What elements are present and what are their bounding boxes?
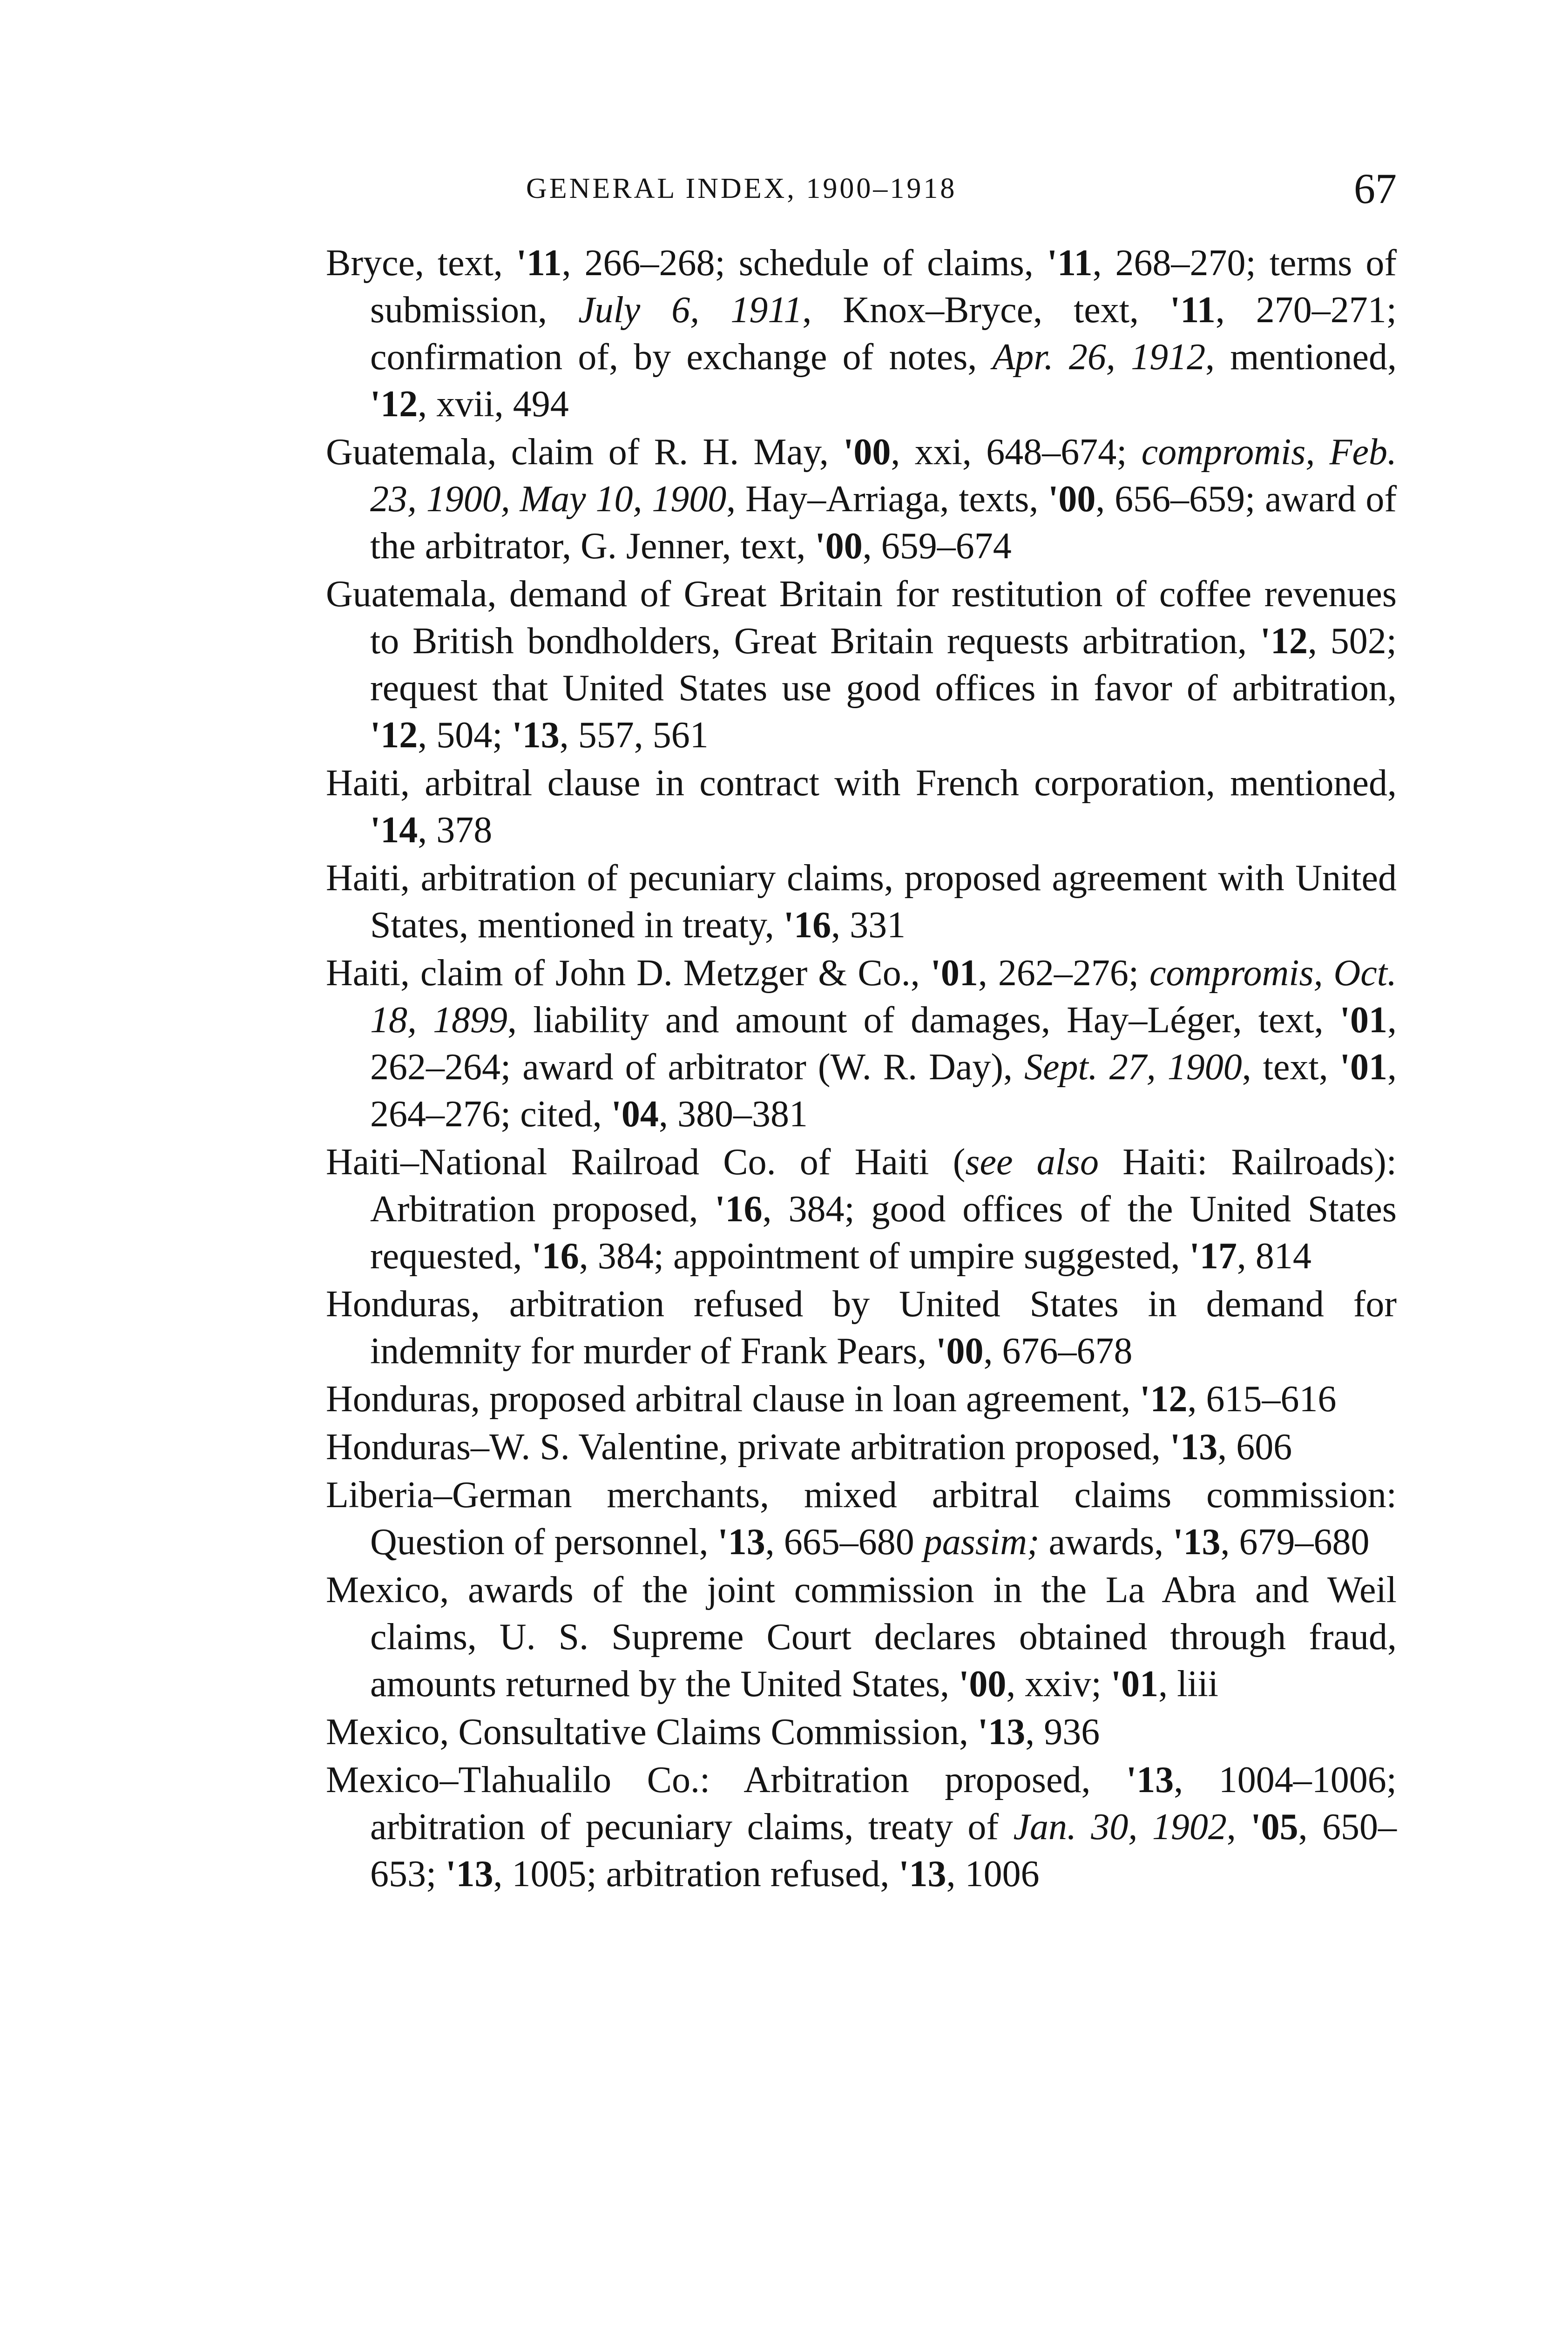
- entry-text: Haiti: Railroads): Arbitration proposed,: [370, 1142, 1397, 1230]
- entry-year: '01: [1339, 1000, 1388, 1041]
- entry-text: , 676–678: [983, 1331, 1133, 1372]
- entry-year: '00: [936, 1331, 984, 1372]
- entry-year: '04: [611, 1094, 659, 1135]
- entry-year: '11: [1047, 243, 1093, 284]
- entry-year: '13: [446, 1854, 493, 1895]
- index-entry: [326, 1139, 1397, 1280]
- entry-text: , 1006: [946, 1854, 1040, 1895]
- index-entry: [326, 1757, 1397, 1898]
- entry-text: , liability and amount of damages, Hay–Léger, text,: [507, 1000, 1340, 1041]
- entry-year: '11: [516, 243, 562, 284]
- entry-text: , liii: [1158, 1664, 1219, 1705]
- entry-text: , 384; appointment of umpire suggested,: [579, 1236, 1190, 1277]
- entry-year: '13: [1173, 1522, 1221, 1563]
- entry-text: , xxi, 648–674;: [891, 432, 1142, 473]
- entry-text: Haiti, arbitration of pecuniary claims, proposed agreement with United States, mentioned in treaty,: [326, 858, 1397, 946]
- index-entry: [326, 855, 1397, 949]
- entry-text: , 814: [1237, 1236, 1311, 1277]
- running-head: [326, 164, 1397, 220]
- entry-text: Haiti, claim of John D. Metzger & Co.,: [326, 953, 931, 994]
- entry-text: Honduras, proposed arbitral clause in loan agreement,: [326, 1379, 1140, 1420]
- entry-year: '00: [1048, 479, 1096, 520]
- entry-text: , text,: [1242, 1047, 1340, 1088]
- entry-italic-text: July 6, 1911: [578, 290, 803, 331]
- index-entry: [326, 1376, 1397, 1423]
- entry-text: , 504;: [418, 715, 512, 756]
- entry-text: , 679–680: [1220, 1522, 1370, 1563]
- index-entry: [326, 1709, 1397, 1756]
- entry-italic-text: see also: [965, 1142, 1099, 1183]
- entry-italic-text: passim;: [923, 1522, 1040, 1563]
- page-title: GENERAL INDEX, 1900–1918: [526, 173, 957, 204]
- index-entry: [326, 1424, 1397, 1471]
- entry-year: '01: [930, 953, 978, 994]
- entry-text: Guatemala, demand of Great Britain for restitution of coffee revenues to British bondholders, Great Britain requests arbitration,: [326, 574, 1397, 662]
- entry-italic-text: compromis, Oct. 18, 1899: [370, 953, 1397, 1041]
- entry-text: , 606: [1217, 1427, 1292, 1468]
- index-entry: [326, 429, 1397, 570]
- entry-text: , 264–276; cited,: [370, 1047, 1397, 1135]
- entry-text: Mexico, Consultative Claims Commission,: [326, 1712, 978, 1753]
- entry-text: Mexico, awards of the joint commission in the La Abra and Weil claims, U. S. Supreme Court declares obtained through fraud, amounts returned by the United States,: [326, 1570, 1397, 1705]
- entry-text: Honduras–W. S. Valentine, private arbitration proposed,: [326, 1427, 1170, 1468]
- entry-text: Guatemala, claim of R. H. May,: [326, 432, 844, 473]
- entry-text: , mentioned,: [1205, 337, 1397, 378]
- entry-text: ,: [1226, 1807, 1251, 1848]
- page-number: 67: [1354, 165, 1397, 212]
- entry-italic-text: compromis, Feb. 23, 1900, May 10, 1900: [370, 432, 1397, 520]
- entry-year: '16: [715, 1189, 763, 1230]
- entry-italic-text: Jan. 30, 1902: [1013, 1807, 1227, 1848]
- entry-text: , 262–264; award of arbitrator (W. R. Day),: [370, 1000, 1397, 1088]
- entry-year: '13: [978, 1712, 1026, 1753]
- entry-year: '12: [1260, 621, 1308, 662]
- entry-text: , 266–268; schedule of claims,: [561, 243, 1047, 284]
- entry-text: , 502; request that United States use good offices in favor of arbitration,: [370, 621, 1397, 709]
- entry-year: '01: [1339, 1047, 1388, 1088]
- entry-text: , 378: [418, 810, 493, 851]
- index-entry: [326, 1567, 1397, 1708]
- index-entry: [326, 950, 1397, 1138]
- entry-text: , 650–653;: [370, 1807, 1397, 1895]
- entry-text: Haiti, arbitral clause in contract with French corporation, mentioned,: [326, 763, 1397, 804]
- entry-text: , 656–659; award of the arbitrator, G. Jenner, text,: [370, 479, 1397, 567]
- entry-text: , 384; good offices of the United States requested,: [370, 1189, 1397, 1277]
- entry-year: '13: [512, 715, 560, 756]
- entry-year: '14: [370, 810, 418, 851]
- entry-year: '13: [1169, 1427, 1218, 1468]
- entry-text: , 615–616: [1187, 1379, 1337, 1420]
- entry-text: , 557, 561: [559, 715, 709, 756]
- entry-year: '16: [531, 1236, 579, 1277]
- entry-text: Liberia–German merchants, mixed arbitral claims commission: Question of personnel,: [326, 1475, 1397, 1563]
- entry-text: Haiti–National Railroad Co. of Haiti (: [326, 1142, 966, 1183]
- index-entry: [326, 760, 1397, 854]
- index-entry: [326, 571, 1397, 759]
- entry-text: , 380–381: [658, 1094, 808, 1135]
- entry-text: , xvii, 494: [418, 384, 569, 425]
- entry-year: '17: [1189, 1236, 1237, 1277]
- entry-text: Mexico–Tlahualilo Co.: Arbitration proposed,: [326, 1760, 1127, 1800]
- entry-year: '12: [370, 384, 418, 425]
- entry-text: , 262–276;: [978, 953, 1149, 994]
- entry-text: , 268–270; terms of submission,: [370, 243, 1397, 331]
- entry-text: , 270–271; confirmation of, by exchange of notes,: [370, 290, 1397, 378]
- entry-text: , 665–680: [765, 1522, 924, 1563]
- entry-text: , 659–674: [862, 526, 1012, 567]
- entry-year: '13: [717, 1522, 765, 1563]
- entry-year: '12: [370, 715, 418, 756]
- entry-text: , 1004–1006; arbitration of pecuniary claims, treaty of: [370, 1760, 1397, 1848]
- entry-italic-text: Sept. 27, 1900: [1024, 1047, 1242, 1088]
- index-entry: [326, 240, 1397, 428]
- index-entry: [326, 1472, 1397, 1566]
- entry-year: '11: [1170, 290, 1216, 331]
- entry-year: '00: [815, 526, 863, 567]
- entry-year: '13: [1126, 1760, 1174, 1800]
- entry-year: '13: [899, 1854, 946, 1895]
- entry-italic-text: Apr. 26, 1912: [992, 337, 1206, 378]
- entry-text: , Hay–Arriaga, texts,: [726, 479, 1048, 520]
- entry-year: '00: [843, 432, 891, 473]
- entry-text: awards,: [1039, 1522, 1173, 1563]
- entry-text: , Knox–Bryce, text,: [802, 290, 1170, 331]
- entry-text: , 936: [1025, 1712, 1100, 1753]
- entry-year: '05: [1250, 1807, 1298, 1848]
- entry-text: , xxiv;: [1006, 1664, 1111, 1705]
- entry-year: '16: [783, 905, 831, 946]
- entry-text: , 1005; arbitration refused,: [493, 1854, 899, 1895]
- entry-text: Honduras, arbitration refused by United States in demand for indemnity for murder of Frank Pears,: [326, 1284, 1397, 1372]
- entry-year: '01: [1110, 1664, 1159, 1705]
- index-entry-list: [326, 240, 1397, 1899]
- entry-text: Bryce, text,: [326, 243, 516, 284]
- entry-text: , 331: [831, 905, 906, 946]
- index-entry: [326, 1281, 1397, 1375]
- entry-year: '12: [1140, 1379, 1188, 1420]
- entry-year: '00: [959, 1664, 1007, 1705]
